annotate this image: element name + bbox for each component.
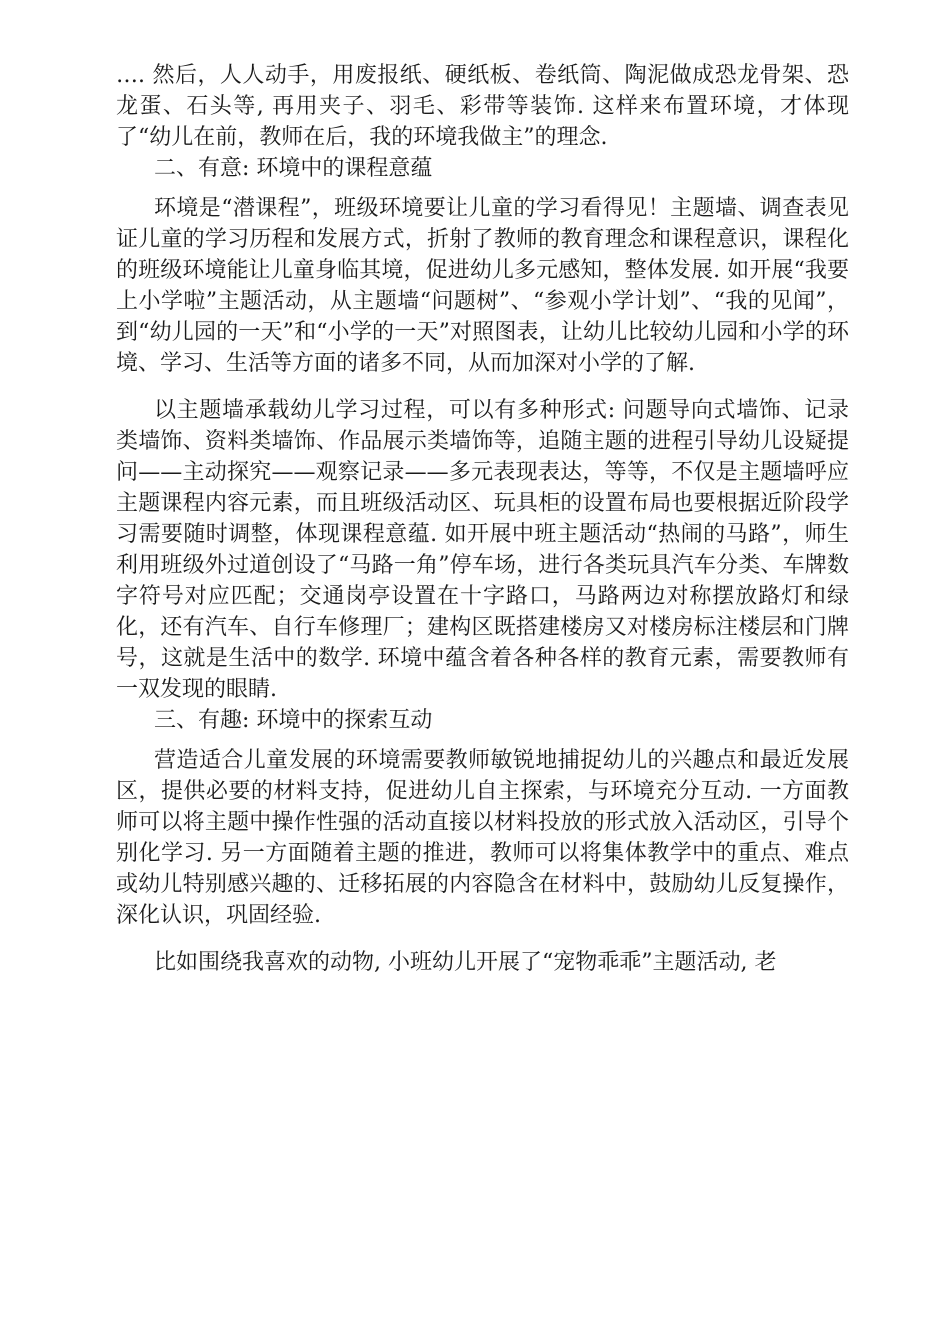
section-heading-3: 三、有趣: 环境中的探索互动 (154, 708, 433, 733)
body-paragraph-curriculum: 环境是“潜课程”，班级环境要让儿童的学习看得见！主题墙、调查表见证儿童的学习历程和发展方式，折射了教师的教育理念和课程意识，课程化的班级环境能让儿童身临其境，促进幼儿多元感知，整体发展. 如开展“我要上小学啦”主题活动，从主题墙“问题树”、“参观小学计划”、“我的见闻”，到“幼儿园的一天”和“小学的一天”对照图表，让幼儿比较幼儿园和小学的环境、学习、生活等方面的诸多不同，从而加深对小学的了解. (116, 196, 849, 376)
body-paragraph-exploration: 营造适合儿童发展的环境需要教师敏锐地捕捉幼儿的兴趣点和最近发展区，提供必要的材料支持，促进幼儿自主探索，与环境充分互动. 一方面教师可以将主题中操作性强的活动直接以材料投放的形式放入活动区，引导个别化学习. 另一方面随着主题的推进，教师可以将集体教学中的重点、难点或幼儿特别感兴趣的、迁移拓展的内容隐含在材料中，鼓励幼儿反复操作，深化认识，巩固经验. (116, 748, 849, 928)
section-heading-2: 二、有意: 环境中的课程意蕴 (154, 156, 433, 181)
document-page (116, 60, 849, 978)
body-paragraph-theme-wall: 以主题墙承载幼儿学习过程，可以有多种形式: 问题导向式墙饰、记录类墙饰、资料类墙饰、作品展示类墙饰等，追随主题的进程引导幼儿设疑提问——主动探究——观察记录——多元表现表达，等等，不仅是主题墙呼应主题课程内容元素，而且班级活动区、玩具柜的设置布局也要根据近阶段学习需要随时调整，体现课程意蕴. 如开展中班主题活动“热闹的马路”，师生利用班级外过道创设了“马路一角”停车场，进行各类玩具汽车分类、车牌数字符号对应匹配；交通岗亭设置在十字路口，马路两边对称摆放路灯和绿化，还有汽车、自行车修理厂；建构区既搭建楼房又对楼房标注楼层和门牌号，这就是生活中的数学. 环境中蕴含着各种各样的教育元素，需要教师有一双发现的眼睛. (116, 398, 849, 702)
body-paragraph-example: 比如围绕我喜欢的动物, 小班幼儿开展了“宠物乖乖”主题活动, 老 (154, 950, 777, 975)
body-paragraph-intro: …. 然后，人人动手，用废报纸、硬纸板、卷纸筒、陶泥做成恐龙骨架、恐龙蛋、石头等, 再用夹子、羽毛、彩带等装饰. 这样来布置环境，才体现了“幼儿在前，教师在后，我的环境我做主”的理念. (116, 63, 849, 150)
